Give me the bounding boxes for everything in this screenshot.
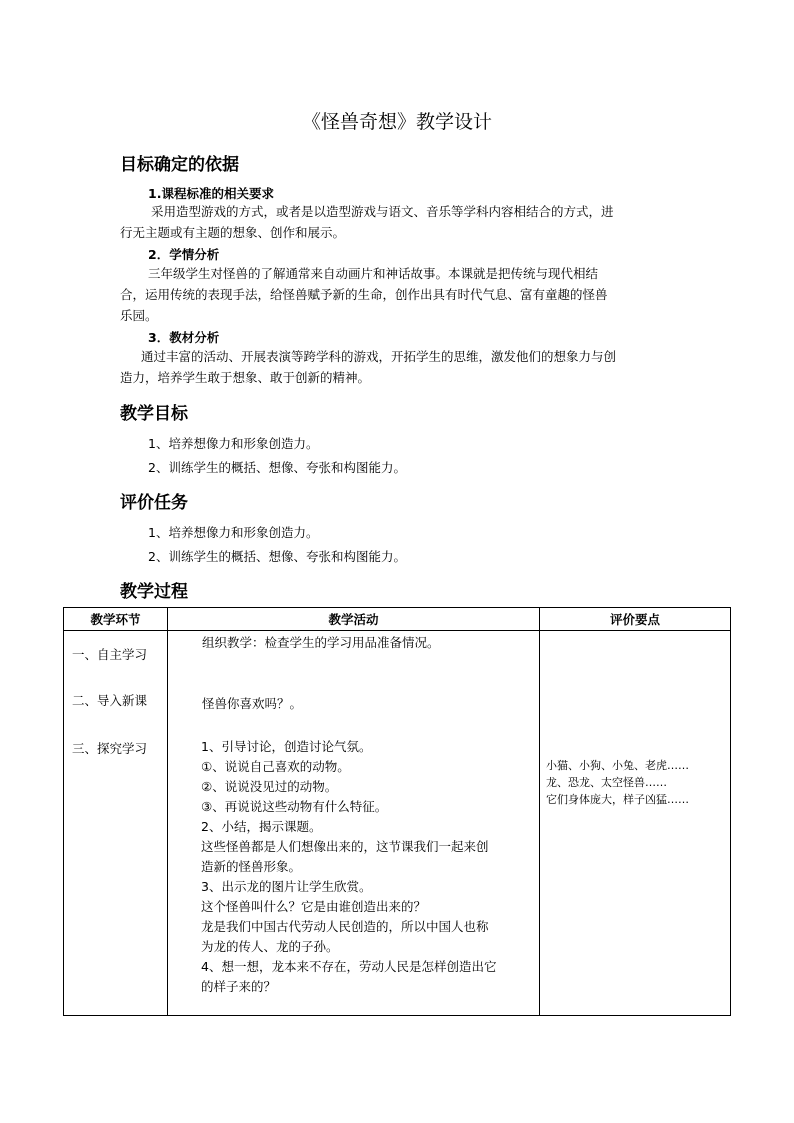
table-row xyxy=(64,631,731,1016)
section-heading-evaluation: 评价任务 xyxy=(120,493,188,513)
activity-line: 4、想一想，龙本来不存在，劳动人民是怎样创造出它 xyxy=(201,959,497,974)
activity-line: ②、说说没见过的动物。 xyxy=(201,779,338,794)
section-heading-basis: 目标确定的依据 xyxy=(120,155,239,175)
stage-introduction: 二、导入新课 xyxy=(72,693,148,708)
subheading-curriculum: 1.课程标准的相关要求 xyxy=(148,186,274,201)
subheading-material-analysis: 3．教材分析 xyxy=(148,330,220,345)
paragraph-line: 采用造型游戏的方式，或者是以造型游戏与语文、音乐等学科内容相结合的方式，进 xyxy=(151,204,614,219)
process-table xyxy=(63,607,731,1016)
stage-cell xyxy=(64,631,168,1016)
activity-line: ③、再说说这些动物有什么特征。 xyxy=(201,799,388,814)
stage-self-study: 一、自主学习 xyxy=(72,647,148,662)
page-title: 《怪兽奇想》教学设计 xyxy=(301,111,492,133)
section-heading-process: 教学过程 xyxy=(120,582,188,602)
activity-line: 的样子来的？ xyxy=(201,979,277,994)
header-stage: 教学环节 xyxy=(64,608,168,631)
activity-line: ①、说说自己喜欢的动物。 xyxy=(201,759,350,774)
activity-line: 这些怪兽都是人们想像出来的，这节课我们一起来创 xyxy=(201,839,489,854)
activity-cell xyxy=(168,631,540,1016)
evaluation-point: 龙、恐龙、太空怪兽…… xyxy=(546,776,667,789)
header-evaluation-points: 评价要点 xyxy=(540,608,731,631)
evaluation-item: 1、培养想像力和形象创造力。 xyxy=(148,525,319,540)
evaluation-item: 2、训练学生的概括、想像、夸张和构图能力。 xyxy=(148,549,406,564)
paragraph-line: 合，运用传统的表现手法，给怪兽赋予新的生命，创作出具有时代气息、富有童趣的怪兽 xyxy=(120,287,608,302)
activity-organize: 组织教学：检查学生的学习用品准备情况。 xyxy=(202,635,440,650)
goal-item: 2、训练学生的概括、想像、夸张和构图能力。 xyxy=(148,460,406,475)
evaluation-cell xyxy=(540,631,731,1016)
subheading-student-analysis: 2．学情分析 xyxy=(148,247,220,262)
activity-line: 3、出示龙的图片让学生欣赏。 xyxy=(201,879,372,894)
evaluation-point: 它们身体庞大，样子凶猛…… xyxy=(546,793,689,806)
activity-line: 为龙的传人、龙的子孙。 xyxy=(201,939,339,954)
activity-line: 2、小结，揭示课题。 xyxy=(201,819,322,834)
paragraph-line: 造力，培养学生敢于想象、敢于创新的精神。 xyxy=(120,370,371,385)
activity-intro-question: 怪兽你喜欢吗？。 xyxy=(202,696,303,711)
goal-item: 1、培养想像力和形象创造力。 xyxy=(148,436,319,451)
paragraph-line: 三年级学生对怪兽的了解通常来自动画片和神话故事。本课就是把传统与现代相结 xyxy=(148,266,599,281)
activity-line: 造新的怪兽形象。 xyxy=(201,859,302,874)
table-header-row xyxy=(64,608,731,631)
stage-exploration: 三、探究学习 xyxy=(72,741,148,756)
evaluation-point: 小猫、小狗、小兔、老虎…… xyxy=(546,759,689,772)
section-heading-goals: 教学目标 xyxy=(120,404,188,424)
activity-line: 这个怪兽叫什么？它是由谁创造出来的？ xyxy=(201,899,427,914)
activity-line: 龙是我们中国古代劳动人民创造的，所以中国人也称 xyxy=(201,919,489,934)
paragraph-line: 通过丰富的活动、开展表演等跨学科的游戏，开拓学生的思维，激发他们的想象力与创 xyxy=(141,349,617,364)
paragraph-line: 行无主题或有主题的想象、创作和展示。 xyxy=(120,225,346,240)
activity-line: 1、引导讨论，创造讨论气氛。 xyxy=(201,739,372,754)
activity-exploration xyxy=(201,737,496,997)
header-activity: 教学活动 xyxy=(168,608,540,631)
paragraph-line: 乐园。 xyxy=(120,308,158,323)
evaluation-point-list xyxy=(546,757,689,808)
